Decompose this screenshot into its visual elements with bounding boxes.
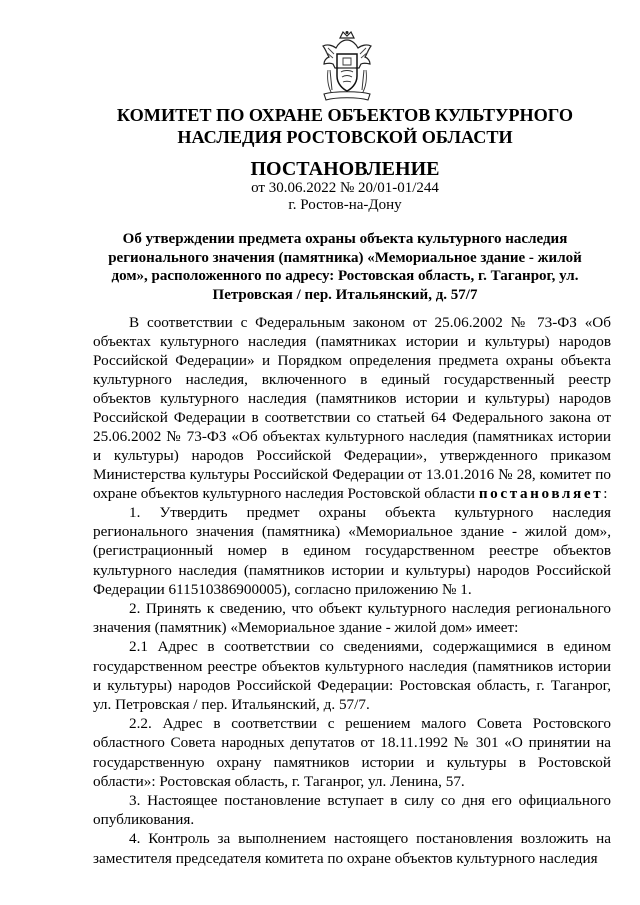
coat-of-arms-emblem: [318, 30, 376, 102]
item-2-2: 2.2. Адрес в соответствии с решением малого Совета Ростовского областного Совета народных депутатов от 18.11.1992 № 301 «О принятии на государственную охрану памятников истории и культуры в Ростовской области»: Ростовская область, г. Таганрог, ул. Ленина, 57.: [93, 715, 611, 790]
document-date-number: от 30.06.2022 № 20/01-01/244: [251, 180, 439, 196]
preamble-block: [93, 313, 611, 503]
preamble-colon: :: [603, 485, 608, 502]
resolution-items: [93, 503, 611, 868]
item-4: 4. Контроль за выполнением настоящего постановления возложить на заместителя председателя комитета по охране объектов культурного наследия: [93, 830, 611, 867]
document-type-heading: ПОСТАНОВЛЕНИЕ: [250, 158, 440, 180]
item-2: 2. Принять к сведению, что объект культурного наследия регионального значения (памятник) «Мемориальное здание - жилой дом» имеет:: [93, 600, 611, 637]
preamble-paragraph: [93, 313, 611, 503]
item-2-1: 2.1 Адрес в соответствии со сведениями, содержащимися в едином государственном реестре объектов культурного наследия (памятников истории и культуры) народов Российской Федерации: Ростовская область, г. Таганрог, ул. Петровская / пер. Итальянский, д. 57/7.: [93, 638, 611, 714]
organization-title: КОМИТЕТ ПО ОХРАНЕ ОБЪЕКТОВ КУЛЬТУРНОГО НАСЛЕДИЯ РОСТОВСКОЙ ОБЛАСТИ: [116, 105, 574, 147]
preamble-text: В соответствии с Федеральным законом от 25.06.2002 № 73-ФЗ «Об объектах культурного наследия (памятниках истории и культуры) народов Российской Федерации» и Порядком определения предмета охраны объекта культурного наследия, включенного в единый государственный реестр объектов культурного наследия (памятников истории и культуры) народов Российской Федерации в соответствии со статьей 64 Федерального закона от 25.06.2002 № 73-ФЗ «Об объектах культурного наследия (памятниках истории и культуры) народов Российской Федерации», утвержденного приказом Министерства культуры Российской Федерации от 13.01.2016 № 28, комитет по охране объектов культурного наследия Ростовской области: [93, 314, 611, 502]
document-subject: Об утверждении предмета охраны объекта культурного наследия регионального значения (памятника) «Мемориальное здание - жилой дом», расположенного по адресу: Ростовская область, г. Таганрог, ул. Петровская / пер. Итальянский, д. 57/7: [108, 231, 582, 303]
item-3: 3. Настоящее постановление вступает в силу со дня его официального опубликования.: [93, 792, 611, 829]
document-city: г. Ростов-на-Дону: [288, 197, 402, 213]
resolves-word: постановляет: [478, 485, 604, 502]
item-1: 1. Утвердить предмет охраны объекта культурного наследия регионального значения (памятника) «Мемориальное здание - жилой дом», (регистрационный номер в едином государственном реестре объектов культурного наследия (памятников истории и культуры) народов Российской Федерации 611510386900005), согласно приложению № 1.: [93, 504, 611, 598]
